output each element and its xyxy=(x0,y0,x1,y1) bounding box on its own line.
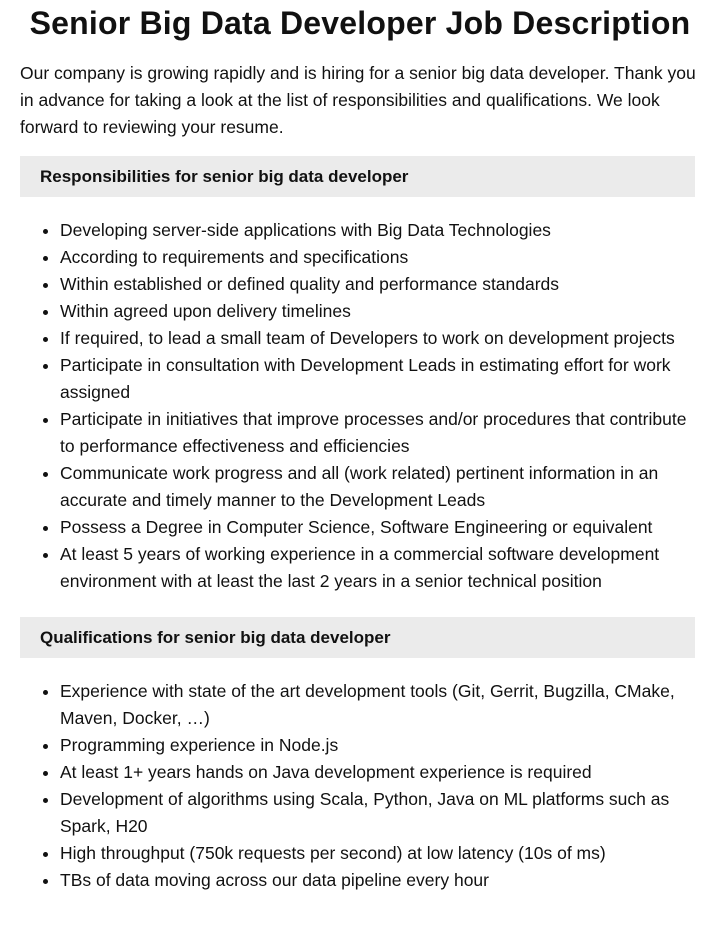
list-item: • Within agreed upon delivery timelines xyxy=(60,298,695,325)
responsibilities-heading: Responsibilities for senior big data developer xyxy=(20,156,695,197)
responsibilities-list xyxy=(0,217,695,595)
list-item: • If required, to lead a small team of Developers to work on development projects xyxy=(60,325,695,352)
list-item: • Within established or defined quality and performance standards xyxy=(60,271,695,298)
list-item: • Participate in initiatives that improve processes and/or procedures that contribute to performance effectiveness and efficiencies xyxy=(60,406,695,460)
list-item: • According to requirements and specifications xyxy=(60,244,695,271)
qualifications-heading: Qualifications for senior big data developer xyxy=(20,617,695,658)
intro-paragraph: Our company is growing rapidly and is hiring for a senior big data developer. Thank you in advance for taking a look at the list of responsibilities and qualifications. We look forward to reviewing your resume. xyxy=(20,63,696,137)
list-item: • Development of algorithms using Scala, Python, Java on ML platforms such as Spark, H20 xyxy=(60,786,695,840)
list-item: • Experience with state of the art development tools (Git, Gerrit, Bugzilla, CMake, Maven, Docker, …) xyxy=(60,678,695,732)
list-item: • At least 1+ years hands on Java development experience is required xyxy=(60,759,695,786)
list-item: • At least 5 years of working experience in a commercial software development environment with at least the last 2 years in a senior technical position xyxy=(60,541,695,595)
list-item: • Developing server-side applications with Big Data Technologies xyxy=(60,217,695,244)
list-item: • Programming experience in Node.js xyxy=(60,732,695,759)
list-item: • Communicate work progress and all (work related) pertinent information in an accurate and timely manner to the Development Leads xyxy=(60,460,695,514)
qualifications-list xyxy=(0,678,695,894)
list-item: • Possess a Degree in Computer Science, Software Engineering or equivalent xyxy=(60,514,695,541)
list-item: • High throughput (750k requests per second) at low latency (10s of ms) xyxy=(60,840,695,867)
list-item: • TBs of data moving across our data pipeline every hour xyxy=(60,867,695,894)
page-title: Senior Big Data Developer Job Description xyxy=(29,5,691,41)
list-item: • Participate in consultation with Development Leads in estimating effort for work assigned xyxy=(60,352,695,406)
